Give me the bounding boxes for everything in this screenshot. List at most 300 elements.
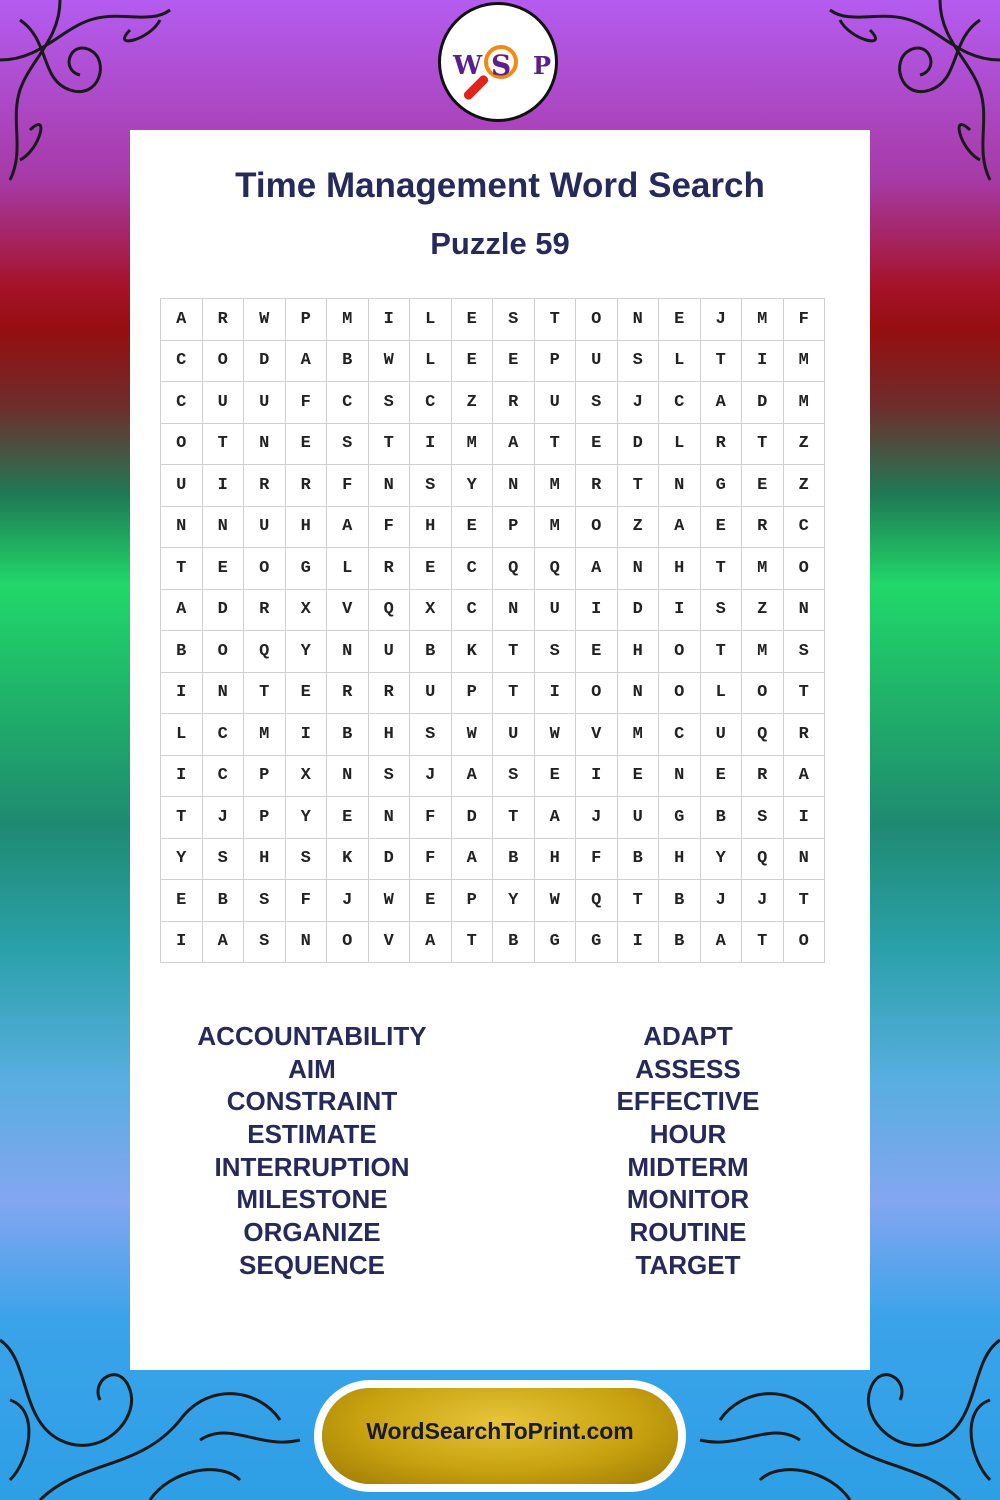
grid-row [161, 755, 825, 797]
grid-cell: E [410, 548, 452, 590]
grid-cell: N [368, 797, 410, 839]
word-list-left [142, 1020, 482, 1282]
grid-cell: P [534, 340, 576, 382]
grid-cell: A [783, 755, 825, 797]
grid-cell: S [617, 340, 659, 382]
grid-cell: N [617, 672, 659, 714]
grid-cell: Y [493, 880, 535, 922]
grid-cell: C [410, 382, 452, 424]
grid-cell: P [451, 672, 493, 714]
grid-cell: I [202, 465, 244, 507]
grid-cell: S [368, 382, 410, 424]
grid-cell: A [576, 548, 618, 590]
grid-cell: E [700, 755, 742, 797]
grid-cell: B [161, 631, 203, 673]
grid-row [161, 672, 825, 714]
grid-cell: R [783, 714, 825, 756]
grid-cell: J [327, 880, 369, 922]
grid-cell: M [534, 465, 576, 507]
grid-cell: A [451, 755, 493, 797]
grid-cell: I [161, 755, 203, 797]
word-item: ESTIMATE [247, 1119, 377, 1150]
grid-cell: N [202, 672, 244, 714]
grid-cell: K [451, 631, 493, 673]
word-item: MILESTONE [236, 1184, 388, 1215]
grid-cell: Y [700, 838, 742, 880]
grid-cell: L [327, 548, 369, 590]
grid-cell: N [617, 548, 659, 590]
grid-cell: Y [451, 465, 493, 507]
grid-cell: S [534, 631, 576, 673]
grid-cell: R [244, 589, 286, 631]
grid-cell: M [742, 299, 784, 341]
grid-cell: N [617, 299, 659, 341]
grid-cell: R [576, 465, 618, 507]
grid-cell: A [327, 506, 369, 548]
grid-cell: E [659, 299, 701, 341]
grid-cell: B [410, 631, 452, 673]
grid-cell: F [285, 382, 327, 424]
grid-cell: N [493, 589, 535, 631]
grid-cell: R [742, 506, 784, 548]
grid-cell: O [161, 423, 203, 465]
grid-cell: W [244, 299, 286, 341]
grid-cell: H [617, 631, 659, 673]
grid-cell: X [285, 755, 327, 797]
grid-cell: D [617, 589, 659, 631]
grid-cell: F [285, 880, 327, 922]
grid-cell: X [285, 589, 327, 631]
grid-cell: O [742, 672, 784, 714]
grid-cell: G [285, 548, 327, 590]
grid-cell: C [202, 755, 244, 797]
grid-row [161, 838, 825, 880]
grid-cell: F [410, 797, 452, 839]
grid-cell: U [576, 340, 618, 382]
grid-row [161, 548, 825, 590]
grid-cell: O [202, 631, 244, 673]
logo-letter-p: P [533, 51, 552, 80]
grid-cell: A [700, 382, 742, 424]
grid-cell: R [285, 465, 327, 507]
grid-cell: C [327, 382, 369, 424]
grid-cell: P [244, 797, 286, 839]
grid-cell: I [534, 672, 576, 714]
grid-cell: G [534, 921, 576, 963]
grid-row [161, 631, 825, 673]
grid-cell: B [659, 880, 701, 922]
word-item: ADAPT [643, 1021, 733, 1051]
grid-cell: I [742, 340, 784, 382]
grid-cell: O [327, 921, 369, 963]
grid-cell: X [410, 589, 452, 631]
grid-cell: S [410, 714, 452, 756]
grid-cell: I [368, 299, 410, 341]
grid-cell: W [368, 340, 410, 382]
grid-cell: S [742, 797, 784, 839]
grid-cell: Q [742, 838, 784, 880]
grid-cell: Z [783, 423, 825, 465]
site-banner[interactable] [322, 1388, 678, 1484]
grid-row [161, 880, 825, 922]
grid-cell: E [451, 299, 493, 341]
grid-cell: J [700, 299, 742, 341]
grid-cell: H [410, 506, 452, 548]
grid-cell: E [285, 672, 327, 714]
grid-cell: O [783, 548, 825, 590]
grid-cell: S [410, 465, 452, 507]
grid-cell: L [410, 340, 452, 382]
grid-cell: U [244, 506, 286, 548]
grid-cell: J [410, 755, 452, 797]
grid-cell: N [493, 465, 535, 507]
grid-cell: Q [742, 714, 784, 756]
grid-cell: N [783, 838, 825, 880]
grid-row [161, 921, 825, 963]
grid-cell: J [700, 880, 742, 922]
grid-cell: A [161, 589, 203, 631]
grid-row [161, 506, 825, 548]
grid-cell: W [451, 714, 493, 756]
grid-cell: T [493, 797, 535, 839]
grid-cell: J [742, 880, 784, 922]
grid-cell: H [244, 838, 286, 880]
grid-row [161, 299, 825, 341]
grid-cell: C [783, 506, 825, 548]
grid-cell: G [659, 797, 701, 839]
grid-cell: C [161, 340, 203, 382]
grid-cell: S [327, 423, 369, 465]
grid-cell: E [451, 506, 493, 548]
grid-cell: I [783, 797, 825, 839]
grid-cell: A [161, 299, 203, 341]
grid-cell: B [327, 714, 369, 756]
grid-cell: T [700, 340, 742, 382]
grid-cell: R [493, 382, 535, 424]
grid-cell: D [202, 589, 244, 631]
grid-cell: E [161, 880, 203, 922]
grid-cell: T [783, 880, 825, 922]
grid-cell: J [202, 797, 244, 839]
grid-cell: E [576, 631, 618, 673]
grid-cell: Q [368, 589, 410, 631]
grid-cell: T [700, 631, 742, 673]
grid-cell: C [659, 714, 701, 756]
grid-cell: D [368, 838, 410, 880]
word-list-right [518, 1020, 858, 1282]
grid-cell: B [617, 838, 659, 880]
grid-cell: O [783, 921, 825, 963]
grid-cell: F [576, 838, 618, 880]
grid-cell: F [327, 465, 369, 507]
grid-cell: T [493, 631, 535, 673]
grid-cell: A [659, 506, 701, 548]
grid-cell: Q [493, 548, 535, 590]
grid-cell: N [783, 589, 825, 631]
grid-cell: K [327, 838, 369, 880]
grid-cell: E [742, 465, 784, 507]
grid-cell: H [659, 548, 701, 590]
grid-cell: S [202, 838, 244, 880]
grid-cell: R [742, 755, 784, 797]
grid-cell: L [659, 423, 701, 465]
word-item: ROUTINE [629, 1217, 747, 1248]
grid-cell: O [576, 672, 618, 714]
grid-cell: M [783, 340, 825, 382]
grid-cell: L [161, 714, 203, 756]
grid-cell: S [244, 880, 286, 922]
word-item: MONITOR [626, 1184, 750, 1215]
site-link[interactable]: WordSearchToPrint.com [366, 1418, 634, 1444]
word-item: ACCOUNTABILITY [197, 1021, 427, 1051]
grid-cell: T [368, 423, 410, 465]
grid-cell: Z [742, 589, 784, 631]
word-item: ORGANIZE [243, 1217, 381, 1248]
grid-cell: P [244, 755, 286, 797]
grid-cell: Q [534, 548, 576, 590]
grid-cell: O [659, 672, 701, 714]
grid-cell: Q [576, 880, 618, 922]
grid-cell: G [576, 921, 618, 963]
grid-cell: O [576, 299, 618, 341]
grid-cell: C [202, 714, 244, 756]
grid-cell: B [327, 340, 369, 382]
grid-row [161, 382, 825, 424]
puzzle-number: Puzzle 59 [430, 226, 570, 261]
grid-cell: F [783, 299, 825, 341]
grid-cell: R [327, 672, 369, 714]
word-item: SEQUENCE [239, 1249, 385, 1280]
grid-cell: P [285, 299, 327, 341]
grid-cell: T [534, 423, 576, 465]
grid-cell: C [659, 382, 701, 424]
grid-cell: Z [617, 506, 659, 548]
grid-cell: C [451, 589, 493, 631]
grid-cell: R [700, 423, 742, 465]
grid-cell: C [161, 382, 203, 424]
grid-cell: I [576, 755, 618, 797]
grid-cell: T [617, 465, 659, 507]
grid-cell: W [534, 714, 576, 756]
grid-cell: I [410, 423, 452, 465]
grid-cell: L [700, 672, 742, 714]
grid-cell: O [659, 631, 701, 673]
grid-cell: M [783, 382, 825, 424]
grid-cell: B [659, 921, 701, 963]
grid-cell: F [410, 838, 452, 880]
grid-cell: F [368, 506, 410, 548]
grid-cell: U [700, 714, 742, 756]
grid-cell: O [244, 548, 286, 590]
grid-cell: M [327, 299, 369, 341]
grid-cell: N [327, 755, 369, 797]
grid-cell: J [576, 797, 618, 839]
grid-cell: N [327, 631, 369, 673]
grid-cell: U [617, 797, 659, 839]
grid-cell: S [368, 755, 410, 797]
grid-cell: Y [285, 631, 327, 673]
grid-cell: N [285, 921, 327, 963]
grid-cell: U [534, 382, 576, 424]
grid-cell: L [659, 340, 701, 382]
grid-cell: J [617, 382, 659, 424]
grid-cell: H [285, 506, 327, 548]
grid-cell: A [451, 838, 493, 880]
grid-cell: H [659, 838, 701, 880]
grid-cell: Y [285, 797, 327, 839]
grid-cell: V [327, 589, 369, 631]
grid-cell: R [244, 465, 286, 507]
grid-cell: S [493, 755, 535, 797]
grid-cell: M [742, 548, 784, 590]
grid-cell: G [700, 465, 742, 507]
grid-cell: R [368, 548, 410, 590]
grid-cell: B [202, 880, 244, 922]
grid-cell: T [493, 672, 535, 714]
grid-cell: D [742, 382, 784, 424]
grid-cell: I [576, 589, 618, 631]
page-title: Time Management Word Search [235, 166, 765, 205]
grid-cell: Z [783, 465, 825, 507]
grid-cell: H [534, 838, 576, 880]
grid-cell: A [534, 797, 576, 839]
grid-cell: U [493, 714, 535, 756]
grid-cell: T [451, 921, 493, 963]
grid-cell: T [161, 797, 203, 839]
grid-cell: P [451, 880, 493, 922]
grid-cell: U [534, 589, 576, 631]
grid-cell: E [202, 548, 244, 590]
grid-cell: V [576, 714, 618, 756]
wsp-logo [438, 2, 558, 122]
grid-cell: A [493, 423, 535, 465]
grid-cell: N [368, 465, 410, 507]
grid-cell: R [202, 299, 244, 341]
grid-cell: N [659, 465, 701, 507]
grid-row [161, 340, 825, 382]
word-item: TARGET [635, 1249, 741, 1280]
grid-cell: U [161, 465, 203, 507]
grid-cell: S [244, 921, 286, 963]
grid-cell: N [202, 506, 244, 548]
word-item: INTERRUPTION [214, 1151, 410, 1182]
grid-cell: B [700, 797, 742, 839]
grid-cell: D [617, 423, 659, 465]
grid-cell: E [493, 340, 535, 382]
grid-cell: W [368, 880, 410, 922]
grid-cell: A [700, 921, 742, 963]
grid-cell: O [576, 506, 618, 548]
grid-cell: Y [161, 838, 203, 880]
grid-cell: U [410, 672, 452, 714]
grid-cell: T [244, 672, 286, 714]
grid-cell: S [493, 299, 535, 341]
word-item: HOUR [649, 1119, 727, 1150]
grid-cell: I [617, 921, 659, 963]
puzzle-card [130, 130, 870, 1370]
word-item: MIDTERM [627, 1151, 749, 1182]
grid-cell: T [534, 299, 576, 341]
grid-cell: O [202, 340, 244, 382]
grid-cell: D [244, 340, 286, 382]
grid-row [161, 797, 825, 839]
grid-row [161, 589, 825, 631]
grid-cell: N [659, 755, 701, 797]
grid-cell: U [368, 631, 410, 673]
grid-cell: A [410, 921, 452, 963]
grid-cell: N [244, 423, 286, 465]
grid-cell: A [202, 921, 244, 963]
grid-cell: T [202, 423, 244, 465]
grid-cell: E [700, 506, 742, 548]
grid-cell: I [285, 714, 327, 756]
word-item: ASSESS [635, 1053, 741, 1084]
grid-row [161, 423, 825, 465]
word-item: AIM [288, 1053, 336, 1084]
grid-cell: R [368, 672, 410, 714]
grid-cell: E [534, 755, 576, 797]
grid-cell: U [244, 382, 286, 424]
grid-cell: E [576, 423, 618, 465]
grid-row [161, 714, 825, 756]
grid-cell: T [161, 548, 203, 590]
letter-grid [160, 298, 825, 963]
grid-cell: W [534, 880, 576, 922]
grid-cell: S [576, 382, 618, 424]
grid-cell: N [161, 506, 203, 548]
grid-cell: M [451, 423, 493, 465]
grid-cell: U [202, 382, 244, 424]
grid-cell: A [285, 340, 327, 382]
grid-cell: E [327, 797, 369, 839]
grid-cell: B [493, 921, 535, 963]
grid-cell: T [742, 921, 784, 963]
grid-cell: I [161, 672, 203, 714]
grid-cell: T [617, 880, 659, 922]
grid-cell: E [451, 340, 493, 382]
grid-row [161, 465, 825, 507]
logo-letter-s: S [491, 49, 512, 82]
grid-cell: B [493, 838, 535, 880]
grid-cell: M [617, 714, 659, 756]
grid-cell: M [244, 714, 286, 756]
grid-cell: T [700, 548, 742, 590]
grid-cell: Q [244, 631, 286, 673]
grid-cell: M [534, 506, 576, 548]
grid-cell: E [285, 423, 327, 465]
grid-cell: T [742, 423, 784, 465]
grid-cell: S [285, 838, 327, 880]
grid-cell: E [617, 755, 659, 797]
grid-cell: V [368, 921, 410, 963]
grid-cell: C [451, 548, 493, 590]
grid-cell: E [410, 880, 452, 922]
grid-cell: H [368, 714, 410, 756]
word-item: EFFECTIVE [616, 1086, 760, 1117]
grid-cell: S [700, 589, 742, 631]
grid-cell: L [410, 299, 452, 341]
logo-letter-w: W [453, 51, 483, 81]
grid-cell: M [742, 631, 784, 673]
grid-cell: S [783, 631, 825, 673]
grid-cell: T [783, 672, 825, 714]
grid-cell: Z [451, 382, 493, 424]
grid-cell: D [451, 797, 493, 839]
grid-cell: P [493, 506, 535, 548]
word-item: CONSTRAINT [226, 1086, 398, 1117]
grid-cell: I [161, 921, 203, 963]
grid-cell: I [659, 589, 701, 631]
